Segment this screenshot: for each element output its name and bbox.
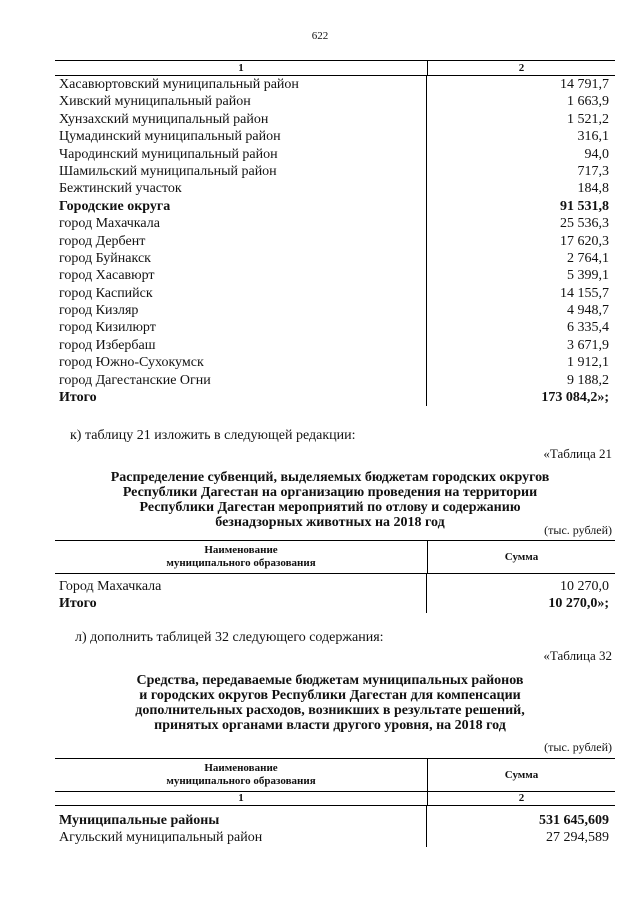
title-line: принятых органами власти другого уровня, на 2018 год	[154, 718, 506, 733]
table-1	[55, 60, 615, 406]
row-value: 5 399,1	[567, 268, 609, 284]
table-row	[55, 180, 615, 197]
name-column-header	[55, 541, 428, 573]
table-row	[55, 389, 615, 406]
sum-column-header: Сумма	[504, 769, 539, 781]
table-row	[55, 354, 615, 371]
header-line: Наименование	[204, 762, 278, 774]
row-value: 4 948,7	[567, 303, 609, 319]
row-name: город Махачкала	[59, 216, 160, 232]
title-line: Средства, передаваемые бюджетам муниципальных районов	[136, 673, 524, 688]
title-line: дополнительных расходов, возникших в результате решений,	[135, 703, 525, 718]
table-1-body	[55, 76, 615, 406]
row-name: Городские округа	[59, 198, 171, 214]
table-row	[55, 829, 615, 846]
table-32	[55, 758, 615, 847]
row-value: 531 645,609	[539, 813, 609, 828]
row-value: 6 335,4	[567, 320, 609, 336]
row-value: 2 764,1	[567, 250, 609, 266]
column-2-header: 2	[518, 62, 525, 74]
table-row	[55, 302, 615, 319]
row-value: 91 531,8	[560, 198, 609, 214]
table-row	[55, 215, 615, 232]
row-name: Цумадинский муниципальный район	[59, 129, 281, 145]
table-row	[55, 337, 615, 354]
table-row	[55, 319, 615, 336]
table-row	[55, 146, 615, 163]
row-name: город Хасавюрт	[59, 268, 155, 284]
instruction-l: л) дополнить таблицей 32 следующего содержания:	[75, 630, 384, 645]
row-name: Шамильский муниципальный район	[59, 163, 277, 179]
row-name: Агульский муниципальный район	[59, 830, 263, 846]
row-value: 10 270,0	[560, 579, 609, 594]
title-line: и городских округов Республики Дагестан для компенсации	[139, 688, 521, 703]
table-row	[55, 93, 615, 110]
units-label: (тыс. рублей)	[544, 523, 612, 537]
row-value: 9 188,2	[567, 372, 609, 388]
row-value: 27 294,589	[546, 830, 609, 846]
row-value: 17 620,3	[560, 233, 609, 249]
row-value: 717,3	[577, 163, 609, 179]
name-column-header	[55, 759, 428, 791]
table-row	[55, 198, 615, 215]
row-name: город Южно-Сухокумск	[59, 355, 204, 371]
row-name: Хасавюртовский муниципальный район	[59, 77, 299, 92]
table-32-number-row	[55, 792, 615, 806]
title-line: Республики Дагестан на организацию проведения на территории	[122, 485, 538, 500]
row-name: Хивский муниципальный район	[59, 94, 251, 110]
page-number: 622	[311, 30, 329, 42]
row-value: 1 912,1	[567, 355, 609, 371]
row-name: Итого	[59, 596, 97, 612]
row-name: город Буйнакск	[59, 250, 151, 266]
row-value: 173 084,2»;	[541, 390, 609, 406]
row-name: город Избербаш	[59, 337, 156, 353]
table-row	[55, 595, 615, 612]
table-32-ref: «Таблица 32	[543, 648, 612, 663]
row-value: 3 671,9	[567, 337, 609, 353]
row-name: Бежтинский участок	[59, 181, 182, 197]
row-value: 184,8	[577, 181, 609, 197]
column-1-header: 1	[55, 61, 428, 75]
row-value: 14 155,7	[560, 285, 609, 301]
table-32-body	[55, 806, 615, 847]
row-name: Хунзахский муниципальный район	[59, 111, 269, 127]
table-row	[55, 233, 615, 250]
row-name: город Дербент	[59, 233, 146, 249]
row-name: Город Махачкала	[59, 579, 162, 594]
column-2-number: 2	[518, 792, 525, 804]
table-row	[55, 250, 615, 267]
table-row	[55, 285, 615, 302]
row-value: 25 536,3	[560, 216, 609, 232]
title-line: безнадзорных животных на 2018 год	[215, 515, 445, 530]
row-name: город Дагестанские Огни	[59, 372, 211, 388]
header-line: Наименование	[204, 544, 278, 556]
instruction-k: к) таблицу 21 изложить в следующей редакции:	[70, 428, 356, 443]
table-1-header	[55, 60, 615, 76]
table-row	[55, 372, 615, 389]
row-value: 316,1	[577, 129, 609, 145]
table-21-ref: «Таблица 21	[543, 446, 612, 461]
header-line: муниципального образования	[166, 775, 316, 787]
row-value: 1 663,9	[567, 94, 609, 110]
sum-column-header: Сумма	[504, 551, 539, 563]
table-row	[55, 76, 615, 93]
table-row	[55, 267, 615, 284]
row-name: город Каспийск	[59, 285, 153, 301]
row-value: 14 791,7	[560, 77, 609, 92]
table-32-header	[55, 758, 615, 792]
table-21-body	[55, 574, 615, 613]
table-row	[55, 163, 615, 180]
row-name: Муниципальные районы	[59, 813, 220, 828]
table-21-title	[40, 470, 620, 530]
table-21-header	[55, 540, 615, 574]
column-1-number: 1	[55, 792, 428, 805]
title-line: Распределение субвенций, выделяемых бюджетам городских округов	[110, 470, 550, 485]
table-row	[55, 812, 615, 829]
units-label: (тыс. рублей)	[544, 740, 612, 754]
row-name: город Кизилюрт	[59, 320, 156, 336]
row-value: 94,0	[584, 146, 609, 162]
row-value: 1 521,2	[567, 111, 609, 127]
table-21	[55, 540, 615, 613]
table-32-title	[40, 673, 620, 733]
title-line: Республики Дагестан мероприятий по отлову и содержанию	[139, 500, 521, 515]
row-name: Чародинский муниципальный район	[59, 146, 278, 162]
row-name: город Кизляр	[59, 303, 139, 319]
row-value: 10 270,0»;	[548, 596, 609, 612]
table-row	[55, 578, 615, 595]
table-row	[55, 111, 615, 128]
header-line: муниципального образования	[166, 557, 316, 569]
row-name: Итого	[59, 390, 97, 406]
table-row	[55, 128, 615, 145]
